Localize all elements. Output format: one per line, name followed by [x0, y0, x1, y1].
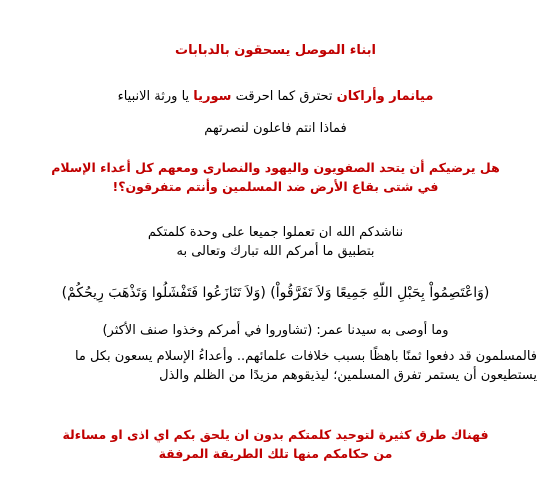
- question-line-1: هل يرضيكم أن يتحد الصفويون واليهود والنصارى ومعهم كل أعداء الإسلام: [51, 160, 500, 175]
- appeal-line-2: بتطبيق ما أمركم الله تبارك وتعالى به: [176, 244, 375, 259]
- syria-text: سوريا: [193, 89, 232, 104]
- muslims-note-line-2: يستطيعون أن يستمر تفرق المسلمين؛ ليذيقوهم مزيدًا من الظلم والذل: [159, 368, 537, 383]
- prophets-heirs-text: يا ورثة الانبياء: [117, 89, 194, 104]
- quran-verse: (وَاعْتَصِمُواْ بِحَبْلِ اللّهِ جَمِيعًا وَلاَ تَفَرَّقُواْ) (وَلاَ تَنَازَعُوا فَتَفْشَلُوا وَتَذْهَبَ رِيحُكُمْ): [61, 285, 490, 301]
- muslims-note-line-1: فالمسلمون قد دفعوا ثمنًا باهظًا بسبب خلافات علمائهم.. وأعداءُ الإسلام يسعون بكل ما: [74, 349, 537, 364]
- appeal-line-1: نناشدكم الله ان تعملوا جميعا على وحدة كلمتكم: [147, 225, 404, 240]
- question-line-2: في شتى بقاع الأرض ضد المسلمين وأنتم متفرقون؟!: [112, 179, 439, 194]
- fama-line: فماذا انتم فاعلون لنصرتهم: [204, 121, 347, 136]
- umar-advice: وما أوصى به سيدنا عمر: (تشاوروا في أمركم وخذوا صنف الأكثر): [102, 323, 449, 338]
- myanmar-line: [14, 88, 537, 106]
- closing-line-1: فهناك طرق كثيرة لتوحيد كلمتكم بدون ان يلحق بكم اي اذى او مساءلة: [62, 427, 489, 442]
- myanmar-arakan-text: ميانمار وأراكان: [336, 89, 434, 104]
- burning-text: تحترق كما احرقت: [231, 89, 337, 104]
- page-title: ابناء الموصل يسحقون بالدبابات: [175, 43, 376, 58]
- closing-line-2: من حكامكم منها تلك الطريقة المرفقة: [158, 446, 393, 461]
